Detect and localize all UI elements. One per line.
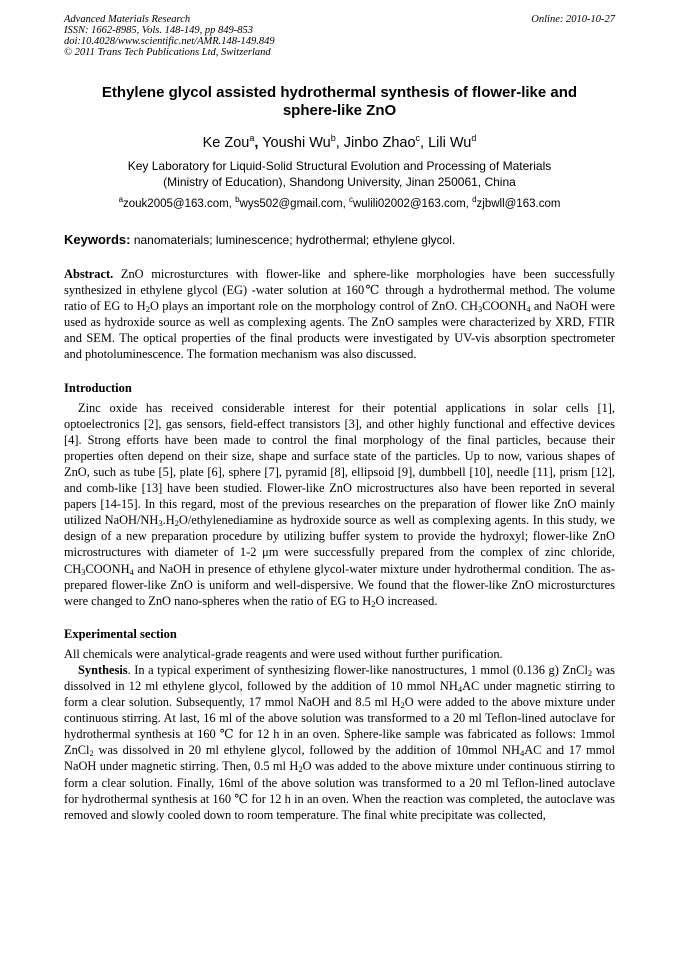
journal-header [64,14,615,58]
journal-name: Advanced Materials Research [64,14,191,25]
synthesis-paragraph: Synthesis. In a typical experiment of synthesizing flower-like nanostructures, 1 mmol (0.136 g) ZnCl$_2$ was dissolved in 12 ml ethylene glycol, followed by the addition of 10 mmol $NH_4AC$ under magnetic stirring to form a clear solution. Subsequently, 17 mmol NaOH and 8.5 ml $H_2O$ were added to the above mixture under continuous stirring. At last, 16 ml of the above solution was transformed to a 20 ml Teflon-lined autoclave for hydrothermal synthesis at 160 ℃ for 12 h in an oven. Sphere-like sample was fabricated as follows: 1mmol ZnCl$_2$ was dissolved in 20 ml ethylene glycol, followed by the addition of 10mmol $NH_4AC$ and 17 mmol NaOH under magnetic stirring. Then, 0.5 ml $H_2O$ was added to the above mixture under continuous stirring to form a clear solution. Finally, 16ml of the above solution was transformed to a 20 ml Teflon-lined autoclave for hydrothermal synthesis at 160 ℃ for 12 h in an oven. When the reaction was completed, the autoclave was removed and slowly cooled down to room temperature. The final white precipitate was collected, [64,662,616,822]
keywords-label: Keywords: [64,232,131,247]
keywords-text: nanomaterials; luminescence; hydrothermal; ethylene glycol. [133,233,456,247]
author-name: Ke Zou [202,135,250,151]
abstract-label: Abstract. [64,267,114,281]
email-address[interactable]: wulili02002@163.com [352,198,466,210]
author-name: Youshi Wu [262,135,331,151]
author-sup: a [249,133,255,143]
copyright-line: © 2011 Trans Tech Publications Ltd, Switzerland [64,47,271,58]
email-sup: b [235,195,240,204]
intro-paragraph: Zinc oxide has received considerable interest for their potential applications in solar cells [1], optoelectronics [2], gas sensors, field-effect transistors [3], and other highly functional and effective devices [4]. Strong efforts have been made to control the final morphology of the final particles, because their properties often depend on their size, shape and surface state of the particles. Up to now, various shapes of ZnO, such as tube [5], plate [6], sphere [7], pyramid [8], ellipsoid [9], dumbbell [10], needle [11], prism [12], and comb-like [13] have been studied. Flower-like ZnO microstructures also have been reported in several papers [14-15]. In this regard, most of the previous researches on the preparation of flower like ZnO mainly utilized NaOH/$NH_3.H_2O$/ethylenediamine as hydroxide source as well as complexing agents. In this study, we design of a new preparation procedure by utilizing buffer system to provide the hydroxyl; flower-like ZnO microstructures with diameter of 1-2 μm were successfully prepared from the complex of zinc chloride, $CH_3COONH_4$ and NaOH in presence of ethylene glycol-water mixture under hydrothermal condition. The as-prepared flower-like ZnO is uniform and well-dispersive. We found that the flower-like ZnO microsturctures were changed to ZnO nano-spheres when the ratio of EG to $H_2O$ increased. [64,400,615,609]
email-address[interactable]: wys502@gmail.com [239,198,343,210]
author-sup: b [330,133,336,143]
email-sup: c [348,195,353,204]
paper-page [64,14,615,823]
email-address[interactable]: zjbwll@163.com [476,198,561,210]
email-sup: a [118,195,124,204]
affiliation-line: Key Laboratory for Liquid-Solid Structural Evolution and Processing of Materials [127,159,552,173]
email-address[interactable]: zouk2005@163.com [123,198,229,210]
affiliation [64,158,615,190]
issn-line: ISSN: 1662-8985, Vols. 148-149, pp 849-853 [64,25,253,36]
author-sup: d [471,133,477,143]
keywords [64,232,615,248]
abstract: Abstract. ZnO microsturctures with flower-like and sphere-like morphologies have been successfully synthesized in ethylene glycol (EG) -water solution at 160℃ through a hydrothermal method. The volume ratio of EG to $H_2O$ plays an important role on the morphology control of ZnO. $CH_3COONH_4$ and NaOH were used as hydroxide source as well as complexing agents. The ZnO samples were characterized by XRD, FTIR and SEM. The optical properties of the final products were investigated by UV-vis absorption spectrometer and photoluminescence. The formation mechanism was also discussed. [64,267,615,362]
author-name: Jinbo Zhao [343,135,416,151]
experimental-paragraph: All chemicals were analytical-grade reagents and were used without further purification. [64,646,503,661]
section-heading-experimental: Experimental section [64,626,177,641]
author-list: Ke Zou$^a$, Youshi Wu$^b$, Jinbo Zhao$^c$, Lili Wu$^d$ [202,133,477,151]
doi-line: doi:10.4028/www.scientific.net/AMR.148-149.849 [64,36,275,47]
section-heading-introduction: Introduction [64,380,132,395]
synthesis-label: Synthesis [78,662,128,677]
paper-title: Ethylene glycol assisted hydrothermal synthesis of flower-like and sphere-like ZnO [101,84,578,119]
author-name: Lili Wu [428,135,472,151]
affiliation-line: (Ministry of Education), Shandong University, Jinan 250061, China [163,175,516,189]
email-sup: d [472,195,477,204]
email-list: $^a$zouk2005@163.com, $^b$wys502@gmail.com, $^c$wulili02002@163.com, $^d$zjbwll@163.com [118,195,561,210]
online-date: Online: 2010-10-27 [531,14,615,25]
author-sup: c [415,133,421,143]
